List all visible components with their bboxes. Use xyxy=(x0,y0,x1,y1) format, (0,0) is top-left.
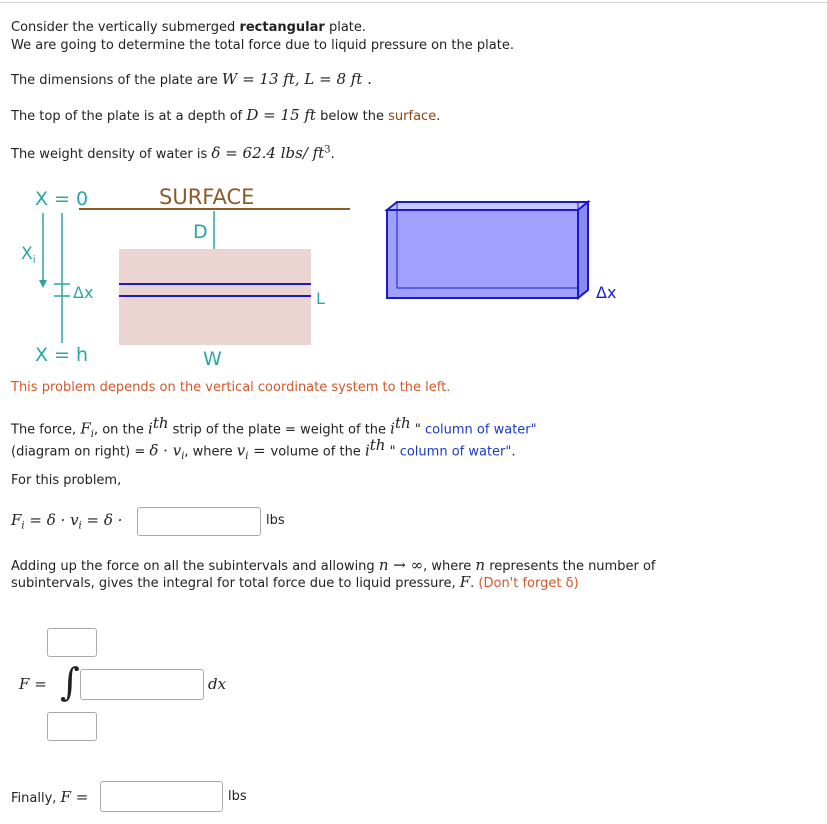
x-zero-label: X = 0 xyxy=(35,188,89,210)
total-force-input[interactable] xyxy=(100,781,223,812)
fi-answer-input[interactable] xyxy=(137,507,261,536)
force-line-1: The force, $F_i$, on the $i^{th}$ strip of the plate = weight of the $i^{th}$ " column of water" xyxy=(11,414,537,440)
lower-limit-input[interactable] xyxy=(47,712,97,741)
fi-equation: $F_i = \delta \cdot v_i = \delta$ · xyxy=(11,511,123,532)
dimensions-line: The dimensions of the plate are W = 13 ft, L = 8 ft . xyxy=(11,70,372,88)
box-dx-label: Δx xyxy=(596,283,617,302)
coordinate-note: This problem depends on the vertical coordinate system to the left. xyxy=(11,380,451,395)
force-line-2: (diagram on right) = $\delta \cdot v_i$, where $v_i$ = volume of the $i^{th}$ " column of water". xyxy=(11,436,516,462)
density-line: The weight density of water is δ = 62.4 lbs/ $ft^3$. xyxy=(11,144,335,162)
length-l-label: L xyxy=(316,289,325,308)
box-top-face xyxy=(387,202,588,210)
fi-unit: lbs xyxy=(266,513,285,528)
integral-sign: ∫ xyxy=(60,660,80,704)
total-force-unit: lbs xyxy=(228,789,247,804)
upper-limit-input[interactable] xyxy=(47,628,97,657)
surface-label: SURFACE xyxy=(159,185,255,209)
x-h-label: X = h xyxy=(35,344,89,366)
dx-differential: dx xyxy=(208,675,227,693)
box-front-face xyxy=(387,210,578,298)
xi-label: $X_i$ xyxy=(21,244,36,266)
intro-line-2: We are going to determine the total force due to liquid pressure on the plate. xyxy=(11,38,514,53)
box-side-face xyxy=(578,202,588,298)
width-w-label: W xyxy=(203,348,222,370)
x-axis-arrowhead xyxy=(39,280,47,288)
for-this-problem: For this problem, xyxy=(11,473,122,488)
adding-line-2: subintervals, gives the integral for total force due to liquid pressure, F. (Don't forget δ) xyxy=(11,573,579,591)
surface-link: surface xyxy=(388,109,437,124)
plate-diagram xyxy=(0,180,640,370)
intro-line-1: Consider the vertically submerged rectangular plate. xyxy=(11,20,367,35)
integrand-input[interactable] xyxy=(80,669,204,700)
adding-line-1: Adding up the force on all the subintervals and allowing n → ∞, where n represents the number of xyxy=(11,556,656,574)
depth-line: The top of the plate is at a depth of D = 15 ft below the surface. xyxy=(11,106,441,124)
finally-label: Finally, F = xyxy=(11,788,89,806)
dx-label: Δx xyxy=(73,283,94,302)
top-divider xyxy=(0,2,827,3)
depth-d-label: D xyxy=(193,221,208,243)
integral-f-label: F = xyxy=(19,675,47,693)
